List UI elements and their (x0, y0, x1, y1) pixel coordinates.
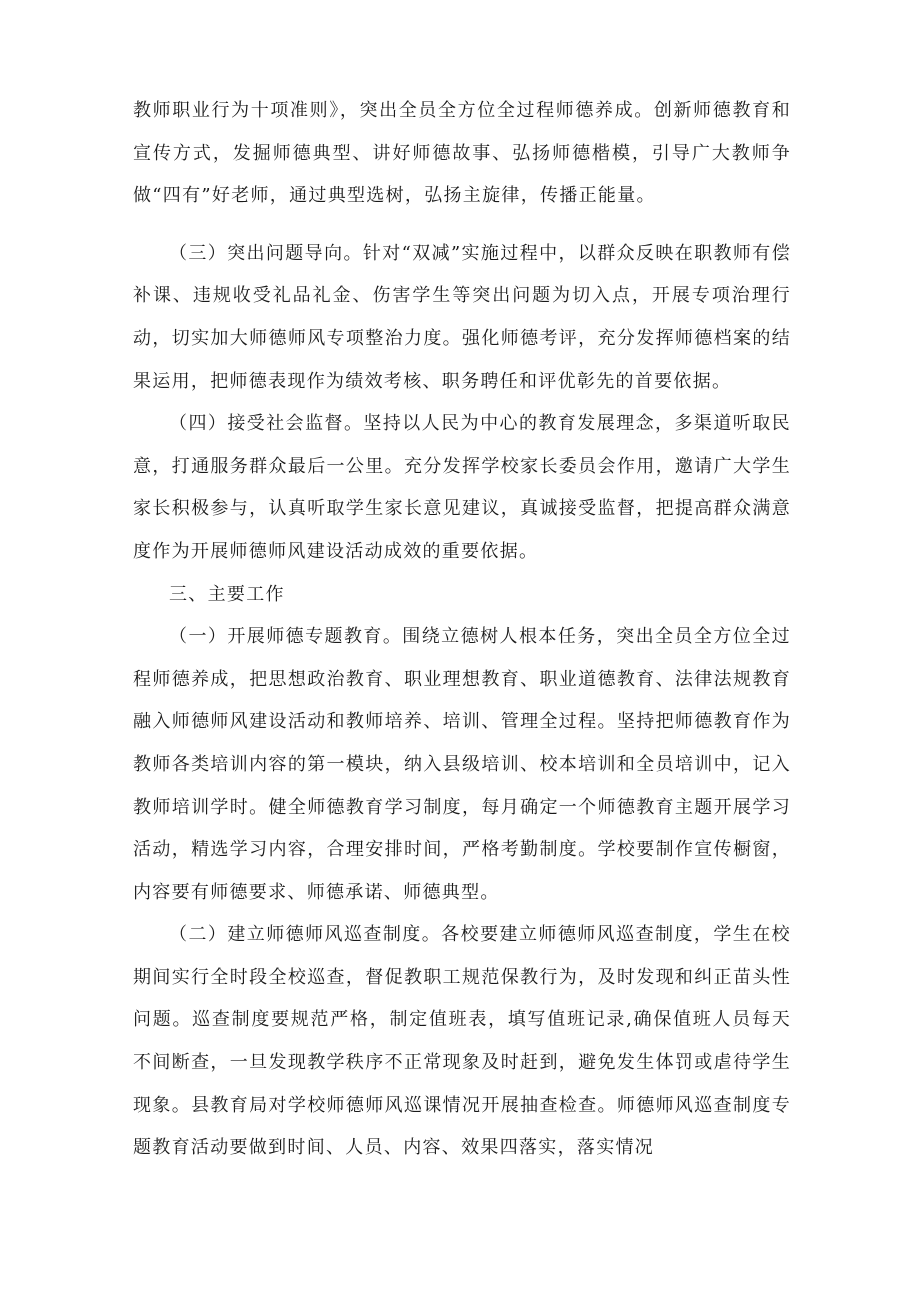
paragraph-item-4-social-supervision: （四）接受社会监督。坚持以人民为中心的教育发展理念，多渠道听取民意，打通服务群众最后一公里。充分发挥学校家长委员会作用，邀请广大学生家长积极参与，认真听取学生家长意见建议，真诚接受监督，把提高群众满意度作为开展师德师风建设活动成效的重要依据。 (133, 413, 791, 562)
paragraph-item-3-problem-orientation: （三）突出问题导向。针对“双减”实施过程中，以群众反映在职教师有偿补课、违规收受礼品礼金、伤害学生等突出问题为切入点，开展专项治理行动，切实加大师德师风专项整治力度。强化师德考评，充分发挥师德档案的结果运用，把师德表现作为绩效考核、职务聘任和评优彰先的首要依据。 (133, 242, 791, 392)
paragraph-item-1-ethics-education: （一）开展师德专题教育。围绕立德树人根本任务，突出全员全方位全过程师德养成，把思想政治教育、职业理想教育、职业道德教育、法律法规教育融入师德师风建设活动和教师培养、培训、管理全过程。坚持把师德教育作为教师各类培训内容的第一模块，纳入县级培训、校本培训和全员培训中，记入教师培训学时。健全师德教育学习制度，每月确定一个师德教育主题开展学习活动，精选学习内容，合理安排时间，严格考勤制度。学校要制作宣传橱窗，内容要有师德要求、师德承诺、师德典型。 (133, 626, 791, 903)
paragraph-continuation: 教师职业行为十项准则》，突出全员全方位全过程师德养成。创新师德教育和宣传方式，发掘师德典型、讲好师德故事、弘扬师德楷模，引导广大教师争做“四有”好老师，通过典型选树，弘扬主旋律，传播正能量。 (133, 100, 791, 207)
section-heading-main-work: 三、主要工作 (169, 583, 285, 605)
paragraph-item-2-inspection-system: （二）建立师德师风巡查制度。各校要建立师德师风巡查制度，学生在校期间实行全时段全校巡查，督促教职工规范保教行为，及时发现和纠正苗头性问题。巡查制度要规范严格，制定值班表，填写值班记录,确保值班人员每天不间断查，一旦发现教学秩序不正常现象及时赶到，避免发生体罚或虐待学生现象。县教育局对学校师德师风巡课情况开展抽查检查。师德师风巡查制度专题教育活动要做到时间、人员、内容、效果四落实，落实情况 (133, 924, 791, 1159)
document-body (133, 90, 791, 1170)
